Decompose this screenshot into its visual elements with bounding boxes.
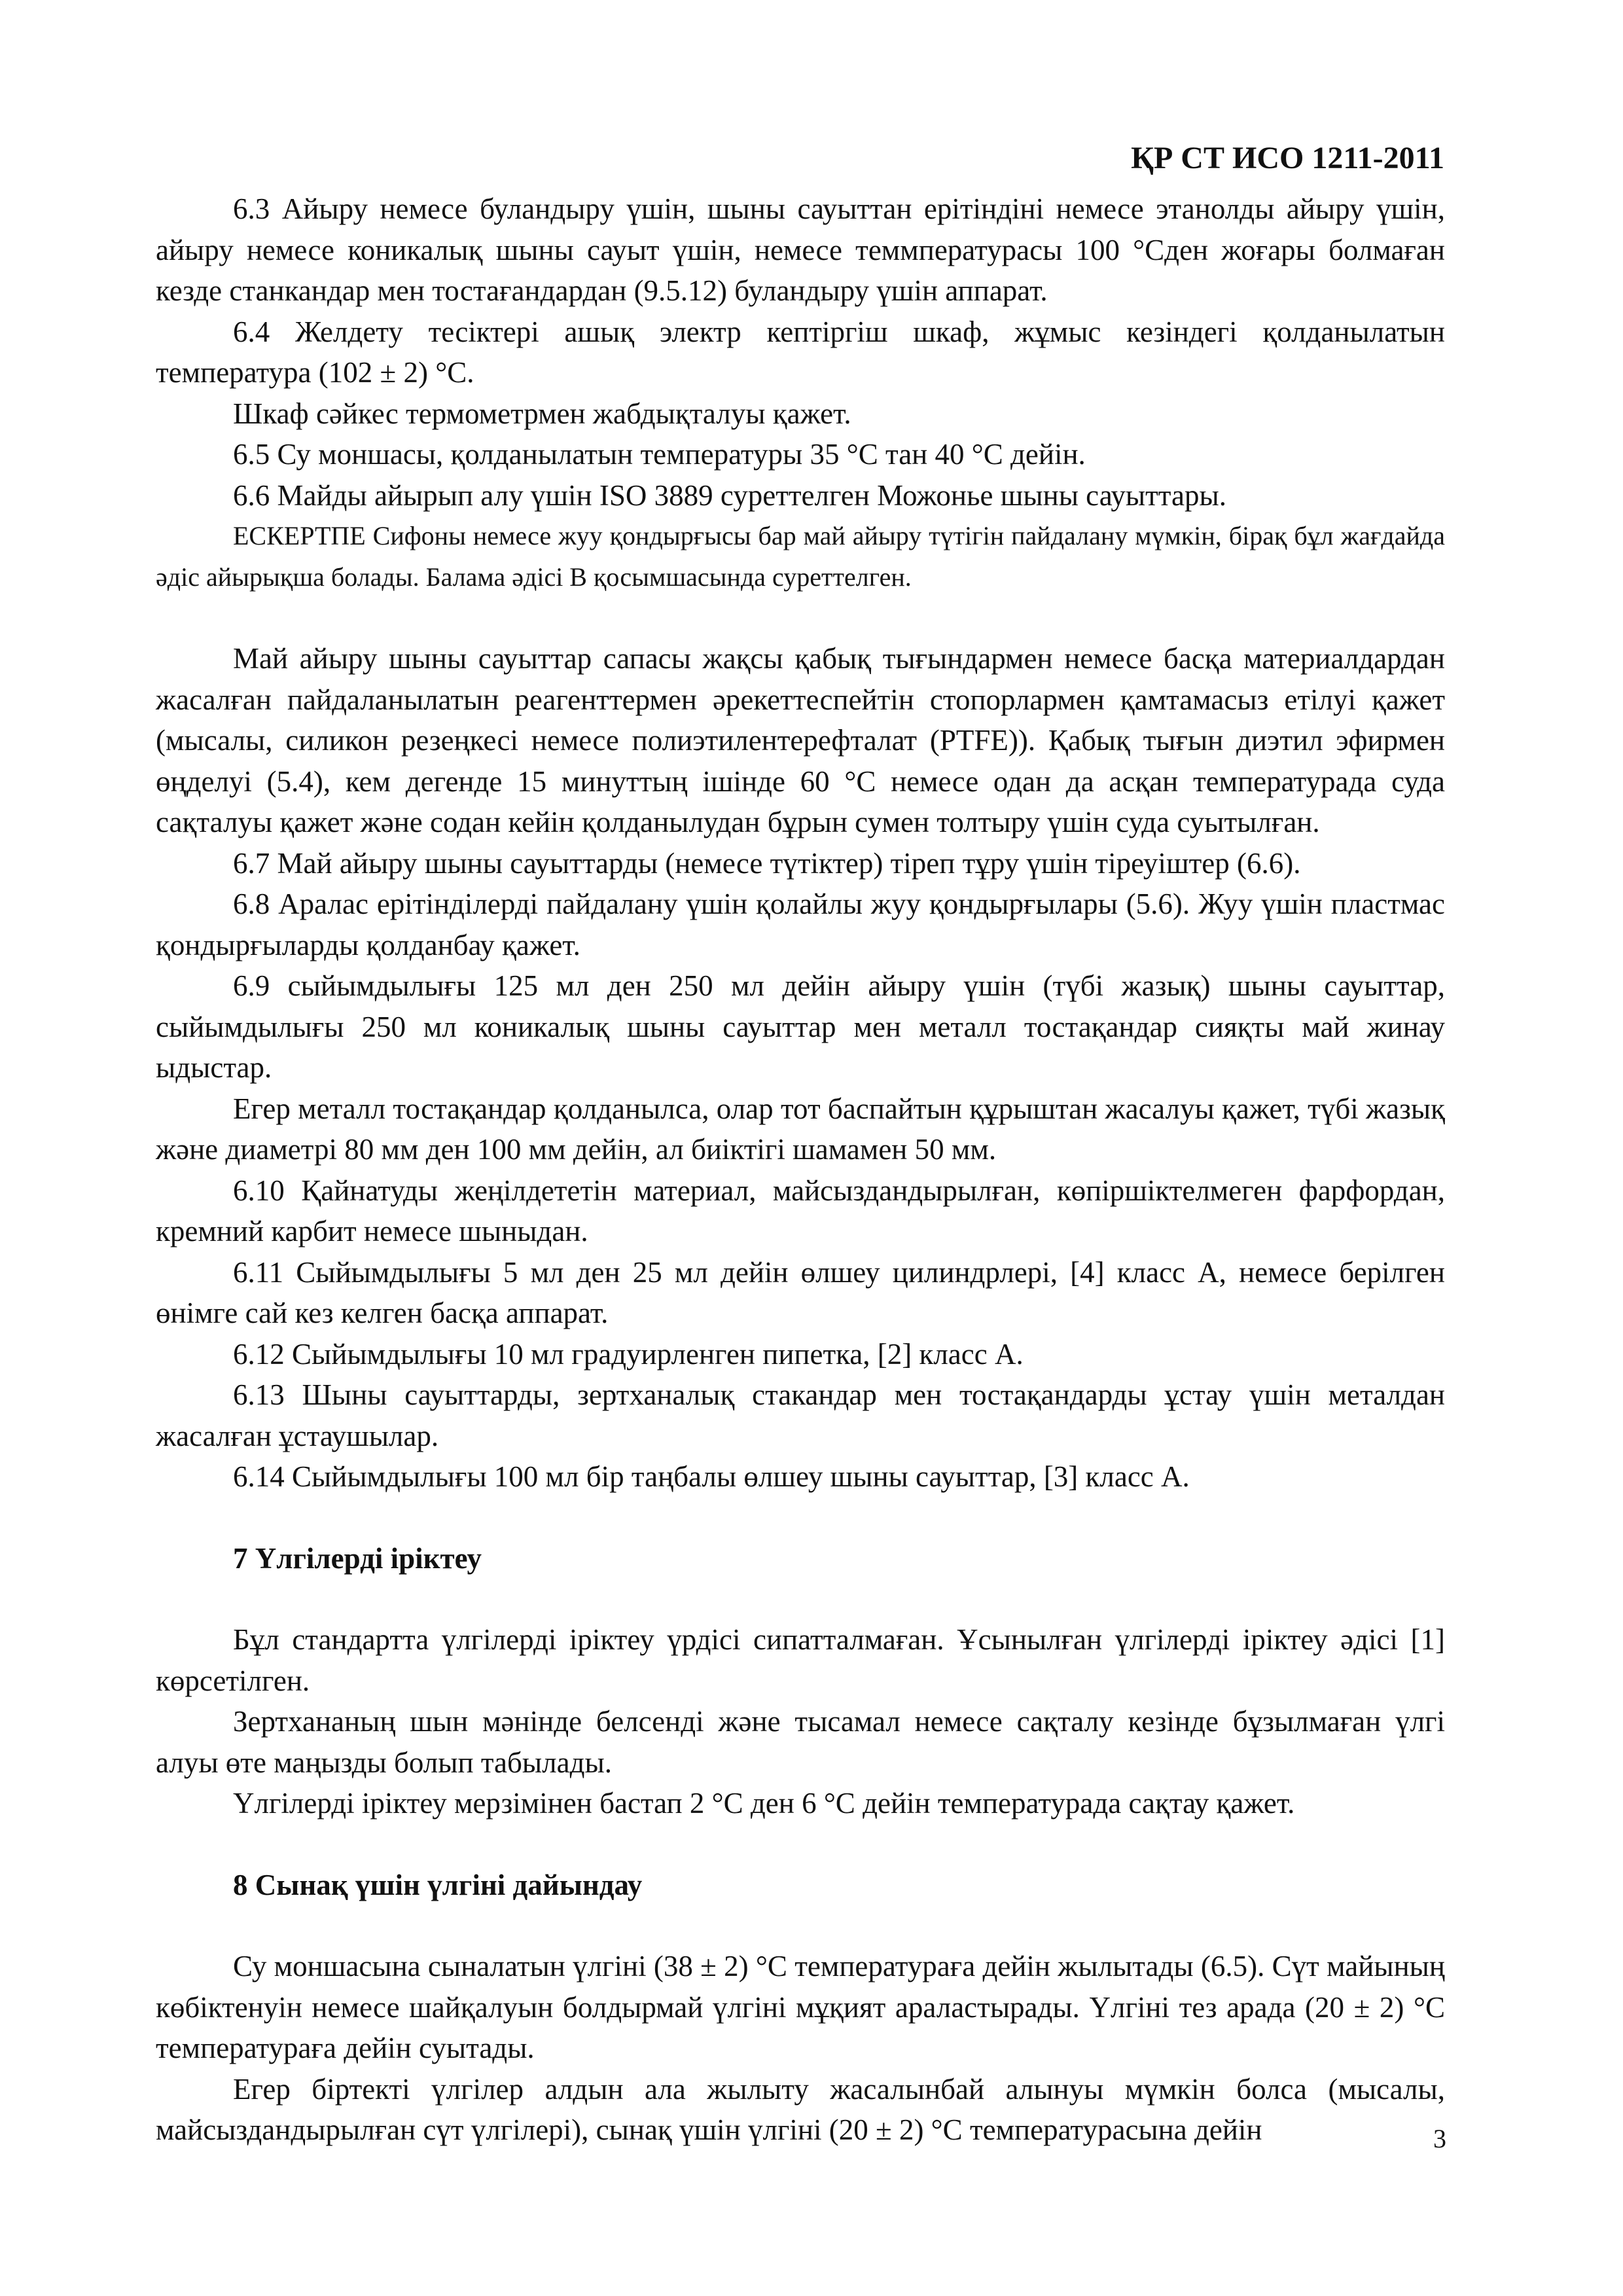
paragraph: 6.6 Майды айырып алу үшін ISO 3889 суреттелген Можонье шыны сауыттары. — [233, 478, 1226, 512]
paragraph: 6.4 Желдету тесіктері ашық электр кептіргіш шкаф, жұмыс кезіндегі қолданылатын температура (102 ± 2) °С. — [156, 315, 1445, 389]
paragraph: Шкаф сәйкес термометрмен жабдықталуы қажет. — [233, 397, 851, 430]
paragraph: Май айыру шыны сауыттар сапасы жақсы қабық тығындармен немесе басқа материалдардан жасалған пайдаланылатын реагенттермен әрекеттеспейтін стопорлармен қамтамасыз етілуі қажет (мысалы, силикон резеңкесі немесе полиэтилентерефталат (PTFE)). Қабық тығын диэтил эфирмен өңделуі (5.4), кем дегенде 15 минуттың ішінде 60 °С немесе одан да асқан температурада суда сақталуы қажет және содан кейін қолданылудан бұрын сумен толтыру үшін суда суытылған. — [156, 642, 1445, 838]
paragraph: Бұл стандартта үлгілерді іріктеу үрдісі сипатталмаған. Ұсынылған үлгілерді іріктеу әдісі [1] көрсетілген. — [156, 1623, 1445, 1697]
paragraph: Егер біртекті үлгілер алдын ала жылыту жасалынбай алынуы мүмкін болса (мысалы, майсыздандырылған сүт үлгілері), сынақ үшін үлгіні (20 ± 2) °С температурасына дейін — [156, 2072, 1445, 2146]
paragraph: 6.5 Су моншасы, қолданылатын температуры 35 °С тан 40 °С дейін. — [233, 438, 1086, 471]
paragraph: Егер металл тостақандар қолданылса, олар тот баспайтын құрыштан жасалуы қажет, түбі жазық және диаметрі 80 мм ден 100 мм дейін, ал биіктігі шамамен 50 мм. — [156, 1092, 1445, 1166]
section-7 — [156, 1538, 1445, 1824]
document-code: ҚР СТ ИСО 1211-2011 — [1131, 141, 1444, 175]
page-body — [156, 188, 1445, 2151]
paragraph: Су моншасына сыналатын үлгіні (38 ± 2) °С температураға дейін жылытады (6.5). Сүт майының көбіктенуін немесе шайқалуын болдырмай үлгіні мұқият араластырады. Үлгіні тез арада (20 ± 2) °С температураға дейін суытады. — [156, 1950, 1445, 2064]
paragraph: 6.11 Сыйымдылығы 5 мл ден 25 мл дейін өлшеу цилиндрлері, [4] класс А, немесе берілген өнімге сай кез келген басқа аппарат. — [156, 1255, 1445, 1329]
paragraph: 6.13 Шыны сауыттарды, зертханалық стакандар мен тостақандарды ұстау үшін металдан жасалған ұстаушылар. — [156, 1378, 1445, 1452]
section-8 — [156, 1865, 1445, 2151]
paragraph: 6.9 сыйымдылығы 125 мл ден 250 мл дейін айыру үшін (түбі жазық) шыны сауыттар, сыйымдылығы 250 мл коникалық шыны сауыттар мен металл тостақандар сияқты май жинау ыдыстар. — [156, 969, 1445, 1084]
section-heading: 7 Үлгілерді іріктеу — [233, 1541, 482, 1575]
paragraph: Үлгілерді іріктеу мерзімінен бастап 2 °С ден 6 °С дейін температурада сақтау қажет. — [233, 1787, 1295, 1820]
paragraph: Зертхананың шын мәнінде белсенді және тысамал немесе сақталу кезінде бұзылмаған үлгі алуы өте маңызды болып табылады. — [156, 1705, 1445, 1779]
paragraph: 6.8 Аралас ерітінділерді пайдалану үшін қолайлы жуу қондырғылары (5.6). Жуу үшін пластмас қондырғыларды қолданбау қажет. — [156, 888, 1445, 961]
paragraph: 6.7 Май айыру шыны сауыттарды (немесе түтіктер) тіреп тұру үшін тіреуіштер (6.6). — [233, 846, 1301, 880]
paragraph: 6.3 Айыру немесе буландыру үшін, шыны сауыттан ерітіндіні немесе этанолды айыру үшін, айыру немесе коникалық шыны сауыт үшін, немесе теммпературасы 100 °Сден жоғары болмаған кезде станкандар мен тостағандардан (9.5.12) буландыру үшін аппарат. — [156, 192, 1445, 307]
section-heading: 8 Сынақ үшін үлгіні дайындау — [233, 1868, 643, 1901]
note-paragraph: ЕСКЕРТПЕ Сифоны немесе жуу қондырғысы бар май айыру түтігін пайдалану мүмкін, бірақ бұл жағдайда әдіс айырықша болады. Балама әдісі В қосымшасында суреттелген. — [156, 521, 1445, 592]
paragraph: 6.14 Сыйымдылығы 100 мл бір таңбалы өлшеу шыны сауыттар, [3] класс А. — [233, 1460, 1190, 1493]
paragraph: 6.12 Сыйымдылығы 10 мл градуирленген пипетка, [2] класс А. — [233, 1337, 1024, 1371]
page-number: 3 — [1433, 2124, 1446, 2153]
paragraph: 6.10 Қайнатуды жеңілдететін материал, майсыздандырылған, көпіршіктелмеген фарфордан, кремний карбит немесе шыныдан. — [156, 1174, 1445, 1247]
